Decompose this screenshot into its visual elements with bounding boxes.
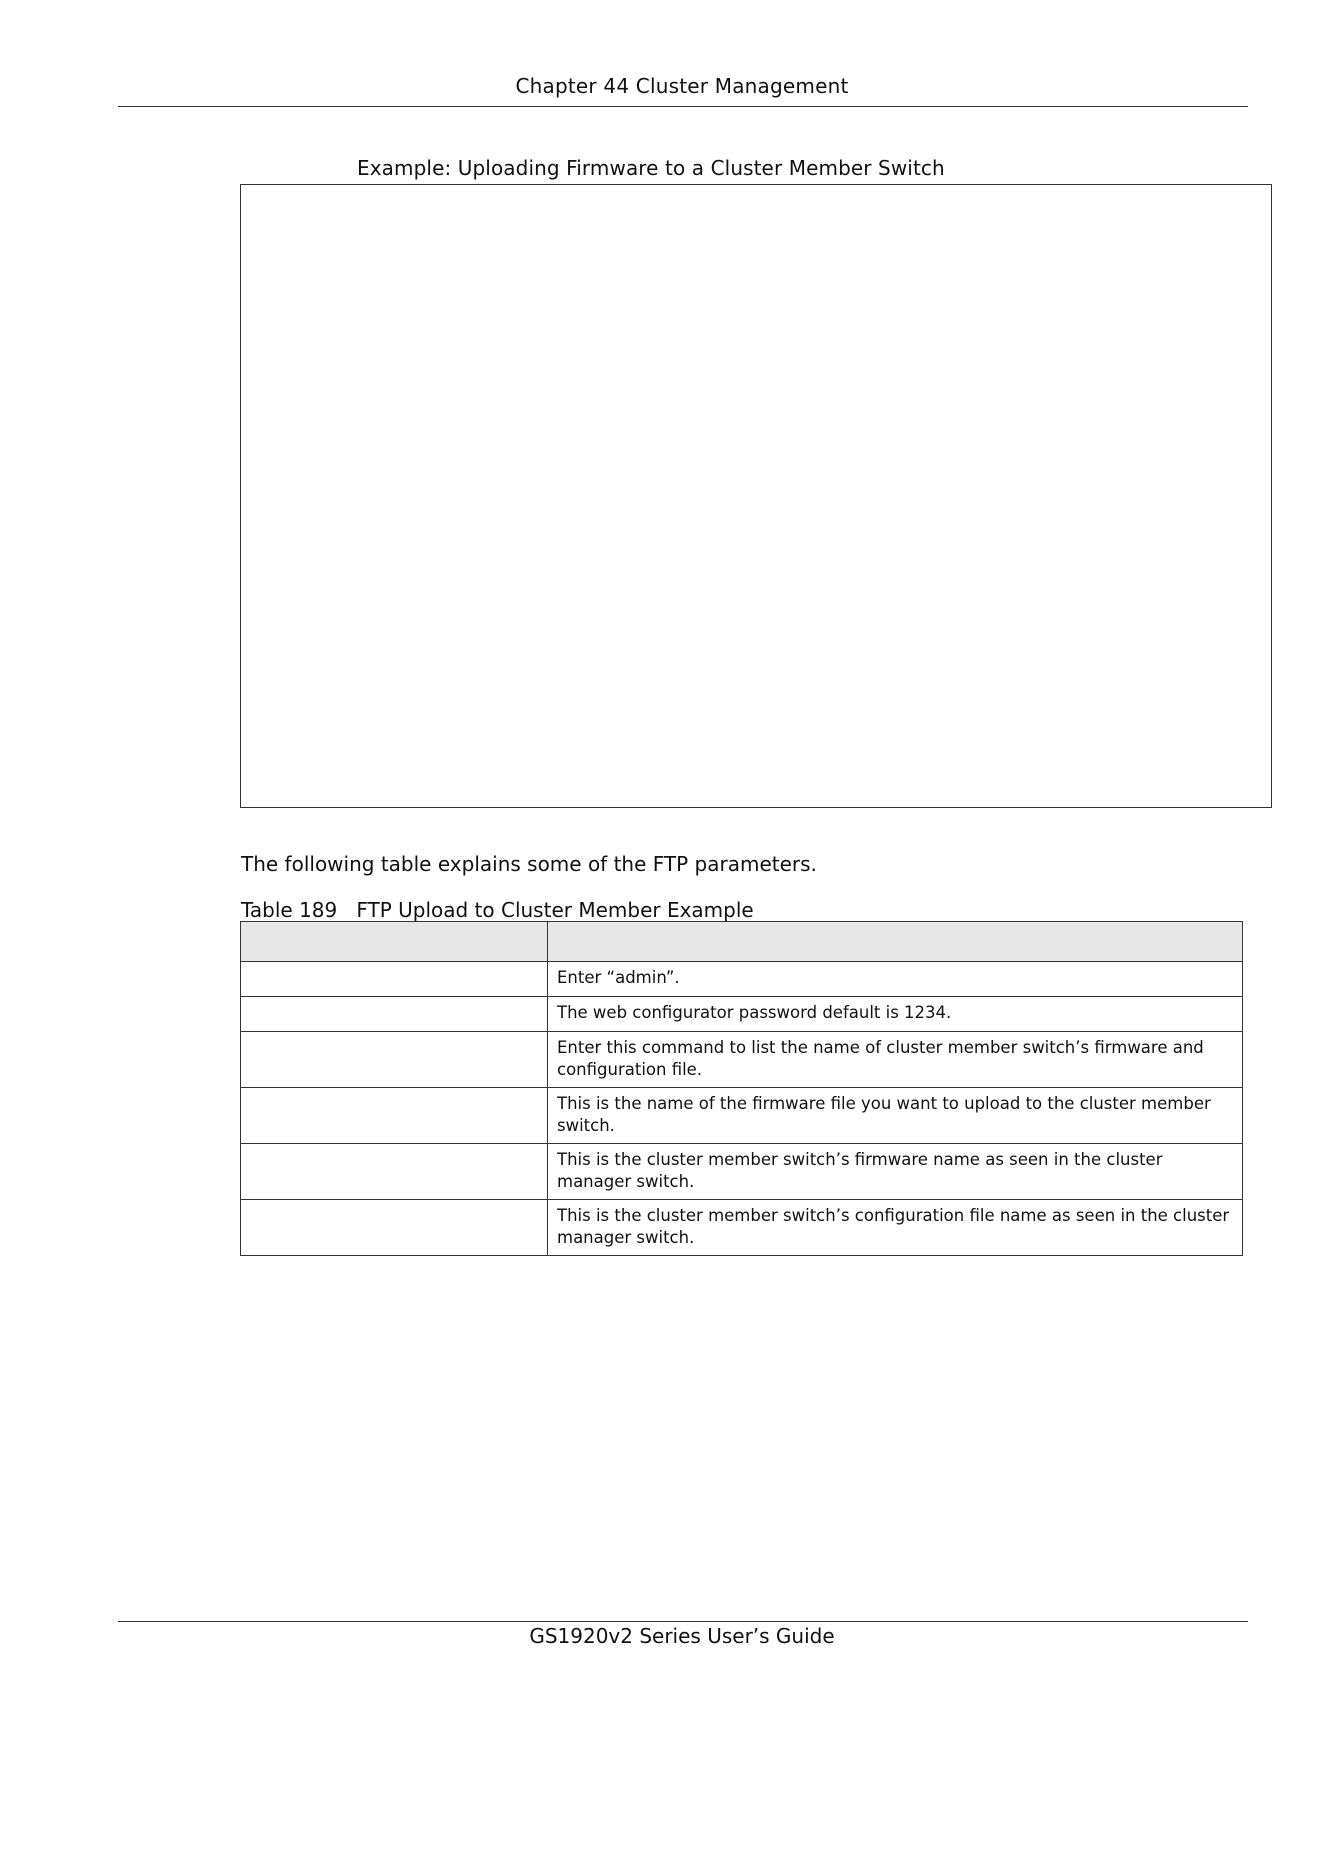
description-cell: Enter this command to list the name of cluster member switch’s firmware and configuration file. bbox=[548, 1032, 1243, 1088]
parameter-cell bbox=[241, 1088, 548, 1144]
ftp-parameters-table bbox=[240, 921, 1243, 1256]
parameter-cell bbox=[241, 962, 548, 997]
parameter-cell bbox=[241, 1032, 548, 1088]
description-cell: The web configurator password default is 1234. bbox=[548, 997, 1243, 1032]
parameter-cell bbox=[241, 1200, 548, 1256]
table-row bbox=[241, 997, 1243, 1032]
header-divider bbox=[118, 106, 1248, 107]
guide-title: GS1920v2 Series User’s Guide bbox=[529, 1624, 835, 1648]
intro-paragraph: The following table explains some of the FTP parameters. bbox=[241, 852, 817, 876]
chapter-title: Chapter 44 Cluster Management bbox=[515, 74, 849, 98]
description-cell: Enter “admin”. bbox=[548, 962, 1243, 997]
example-caption: Example: Uploading Firmware to a Cluster Member Switch bbox=[357, 156, 945, 180]
table-caption: Table 189 FTP Upload to Cluster Member Example bbox=[241, 898, 754, 922]
parameter-cell bbox=[241, 1144, 548, 1200]
table-row bbox=[241, 1200, 1243, 1256]
table-row bbox=[241, 962, 1243, 997]
table-row bbox=[241, 1088, 1243, 1144]
table-header-cell bbox=[241, 922, 548, 962]
table-row bbox=[241, 1032, 1243, 1088]
parameter-cell bbox=[241, 997, 548, 1032]
table-header-cell bbox=[548, 922, 1243, 962]
description-cell: This is the cluster member switch’s configuration file name as seen in the cluster manager switch. bbox=[548, 1200, 1243, 1256]
description-cell: This is the cluster member switch’s firmware name as seen in the cluster manager switch. bbox=[548, 1144, 1243, 1200]
description-cell: This is the name of the firmware file you want to upload to the cluster member switch. bbox=[548, 1088, 1243, 1144]
example-code-box bbox=[240, 184, 1272, 808]
table-header-row bbox=[241, 922, 1243, 962]
table-row bbox=[241, 1144, 1243, 1200]
footer-divider bbox=[118, 1621, 1248, 1622]
